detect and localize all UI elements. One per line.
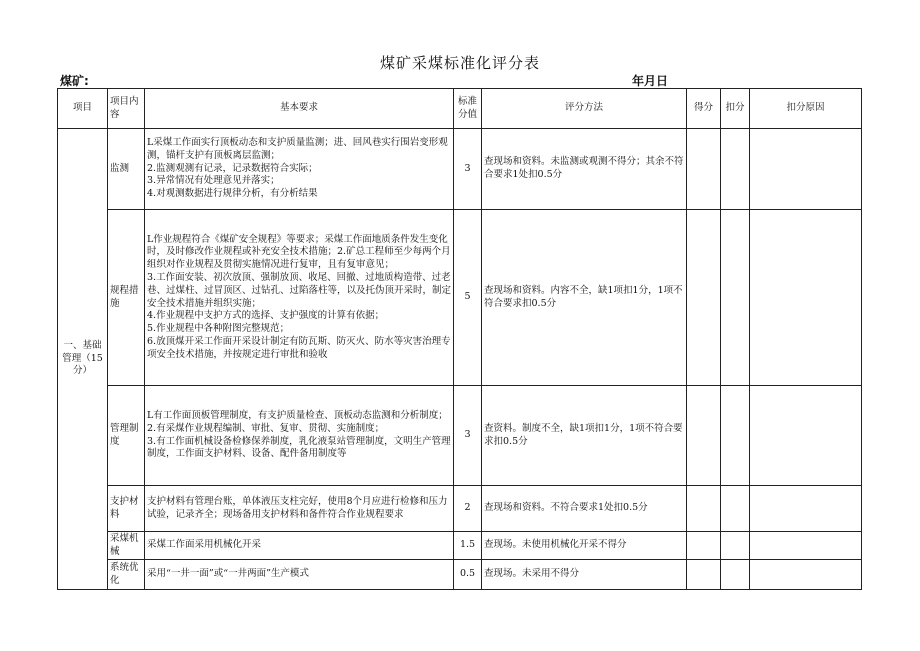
row-method: 查资料。制度不全，缺1项扣1分，1项不符合要求扣0.5分 [482, 386, 687, 486]
reason-cell [750, 532, 862, 560]
row-content: 系统优化 [108, 560, 145, 590]
header-deduct: 扣分 [721, 89, 750, 129]
table-row [58, 386, 862, 486]
deduct-cell [721, 386, 750, 486]
deduct-cell [721, 560, 750, 590]
row-method: 查现场。未使用机械化开采不得分 [482, 532, 687, 560]
scoring-table [57, 88, 862, 590]
row-content: 采煤机械 [108, 532, 145, 560]
row-content: 支护材料 [108, 486, 145, 532]
table-row [58, 532, 862, 560]
header-item: 项目 [58, 89, 108, 129]
date-label: 年月日 [632, 74, 669, 88]
got-cell [687, 486, 721, 532]
deduct-cell [721, 486, 750, 532]
row-score: 5 [454, 210, 482, 386]
row-requirements: L采煤工作面实行顶板动态和支护质量监测；进、回风巷实行围岩变形观测，锚杆支护有顶板离层监测； 2.监测观测有记录，记录数据符合实际； 3.异常情况有处理意见并落实； 4.对观测数据进行规律分析，有分析结果 [145, 129, 454, 210]
row-content: 规程措施 [108, 210, 145, 386]
page-title: 煤矿采煤标准化评分表 [379, 54, 540, 72]
table-row [58, 210, 862, 386]
row-requirements: L有工作面顶板管理制度，有支护质量检查、顶板动态监测和分析制度； 2.有采煤作业规程编制、审批、复审、贯彻、实施制度； 3.有工作面机械设备检修保养制度，乳化液泵站管理制度，文明生产管理制度，工作面支护材料、设备、配件备用制度等 [145, 386, 454, 486]
table-row [58, 129, 862, 210]
got-cell [687, 560, 721, 590]
table-row [58, 560, 862, 590]
reason-cell [750, 386, 862, 486]
row-method: 查现场。未采用不得分 [482, 560, 687, 590]
reason-cell [750, 129, 862, 210]
row-requirements: 采煤工作面采用机械化开采 [145, 532, 454, 560]
row-method: 查现场和资料。内容不全，缺1项扣1分，1项不符合要求扣0.5分 [482, 210, 687, 386]
row-requirements: 支护材料有管理台账，单体液压支柱完好，使用8个月应进行检修和压力试验，记录齐全；现场备用支护材料和备件符合作业规程要求 [145, 486, 454, 532]
reason-cell [750, 210, 862, 386]
got-cell [687, 129, 721, 210]
row-score: 2 [454, 486, 482, 532]
row-score: 1.5 [454, 532, 482, 560]
row-score: 0.5 [454, 560, 482, 590]
row-requirements: L作业规程符合《煤矿安全规程》等要求；采煤工作面地质条件发生变化时，及时修改作业规程或补充安全技术措施；2.矿总工程师至少每两个月组织对作业规程及贯彻实施情况进行复审，且有复审意见； 3.工作面安装、初次放顶、强制放顶、收尾、回撤、过地质构造带、过老巷、过煤柱、过冒顶区、过钻孔、过陷落柱等，以及托伪顶开采时，制定安全技术措施并组织实施； 4.作业规程中支护方式的选择、支护强度的计算有依据； 5.作业规程中各种附图完整规范； 6.放顶煤开采工作面开采设计制定有防瓦斯、防灭火、防水等灾害治理专项安全技术措施，并按规定进行审批和验收 [145, 210, 454, 386]
row-content: 监测 [108, 129, 145, 210]
row-method: 查现场和资料。不符合要求1处扣0.5分 [482, 486, 687, 532]
header-requirements: 基本要求 [145, 89, 454, 129]
section-cell: 一、基础管理（15分） [58, 129, 108, 590]
deduct-cell [721, 532, 750, 560]
header-got: 得分 [687, 89, 721, 129]
reason-cell [750, 486, 862, 532]
got-cell [687, 386, 721, 486]
row-score: 3 [454, 129, 482, 210]
row-score: 3 [454, 386, 482, 486]
got-cell [687, 210, 721, 386]
mine-label: 煤矿: [60, 74, 89, 88]
row-content: 管理制度 [108, 386, 145, 486]
deduct-cell [721, 129, 750, 210]
reason-cell [750, 560, 862, 590]
got-cell [687, 532, 721, 560]
header-content: 项目内容 [108, 89, 145, 129]
table-row [58, 486, 862, 532]
header-score: 标准分值 [454, 89, 482, 129]
row-method: 查现场和资料。未监测或观测不得分；其余不符合要求1处扣0.5分 [482, 129, 687, 210]
header-method: 评分方法 [482, 89, 687, 129]
row-requirements: 采用“一井一面”或“一井两面”生产模式 [145, 560, 454, 590]
deduct-cell [721, 210, 750, 386]
header-reason: 扣分原因 [750, 89, 862, 129]
header-row [58, 89, 862, 129]
